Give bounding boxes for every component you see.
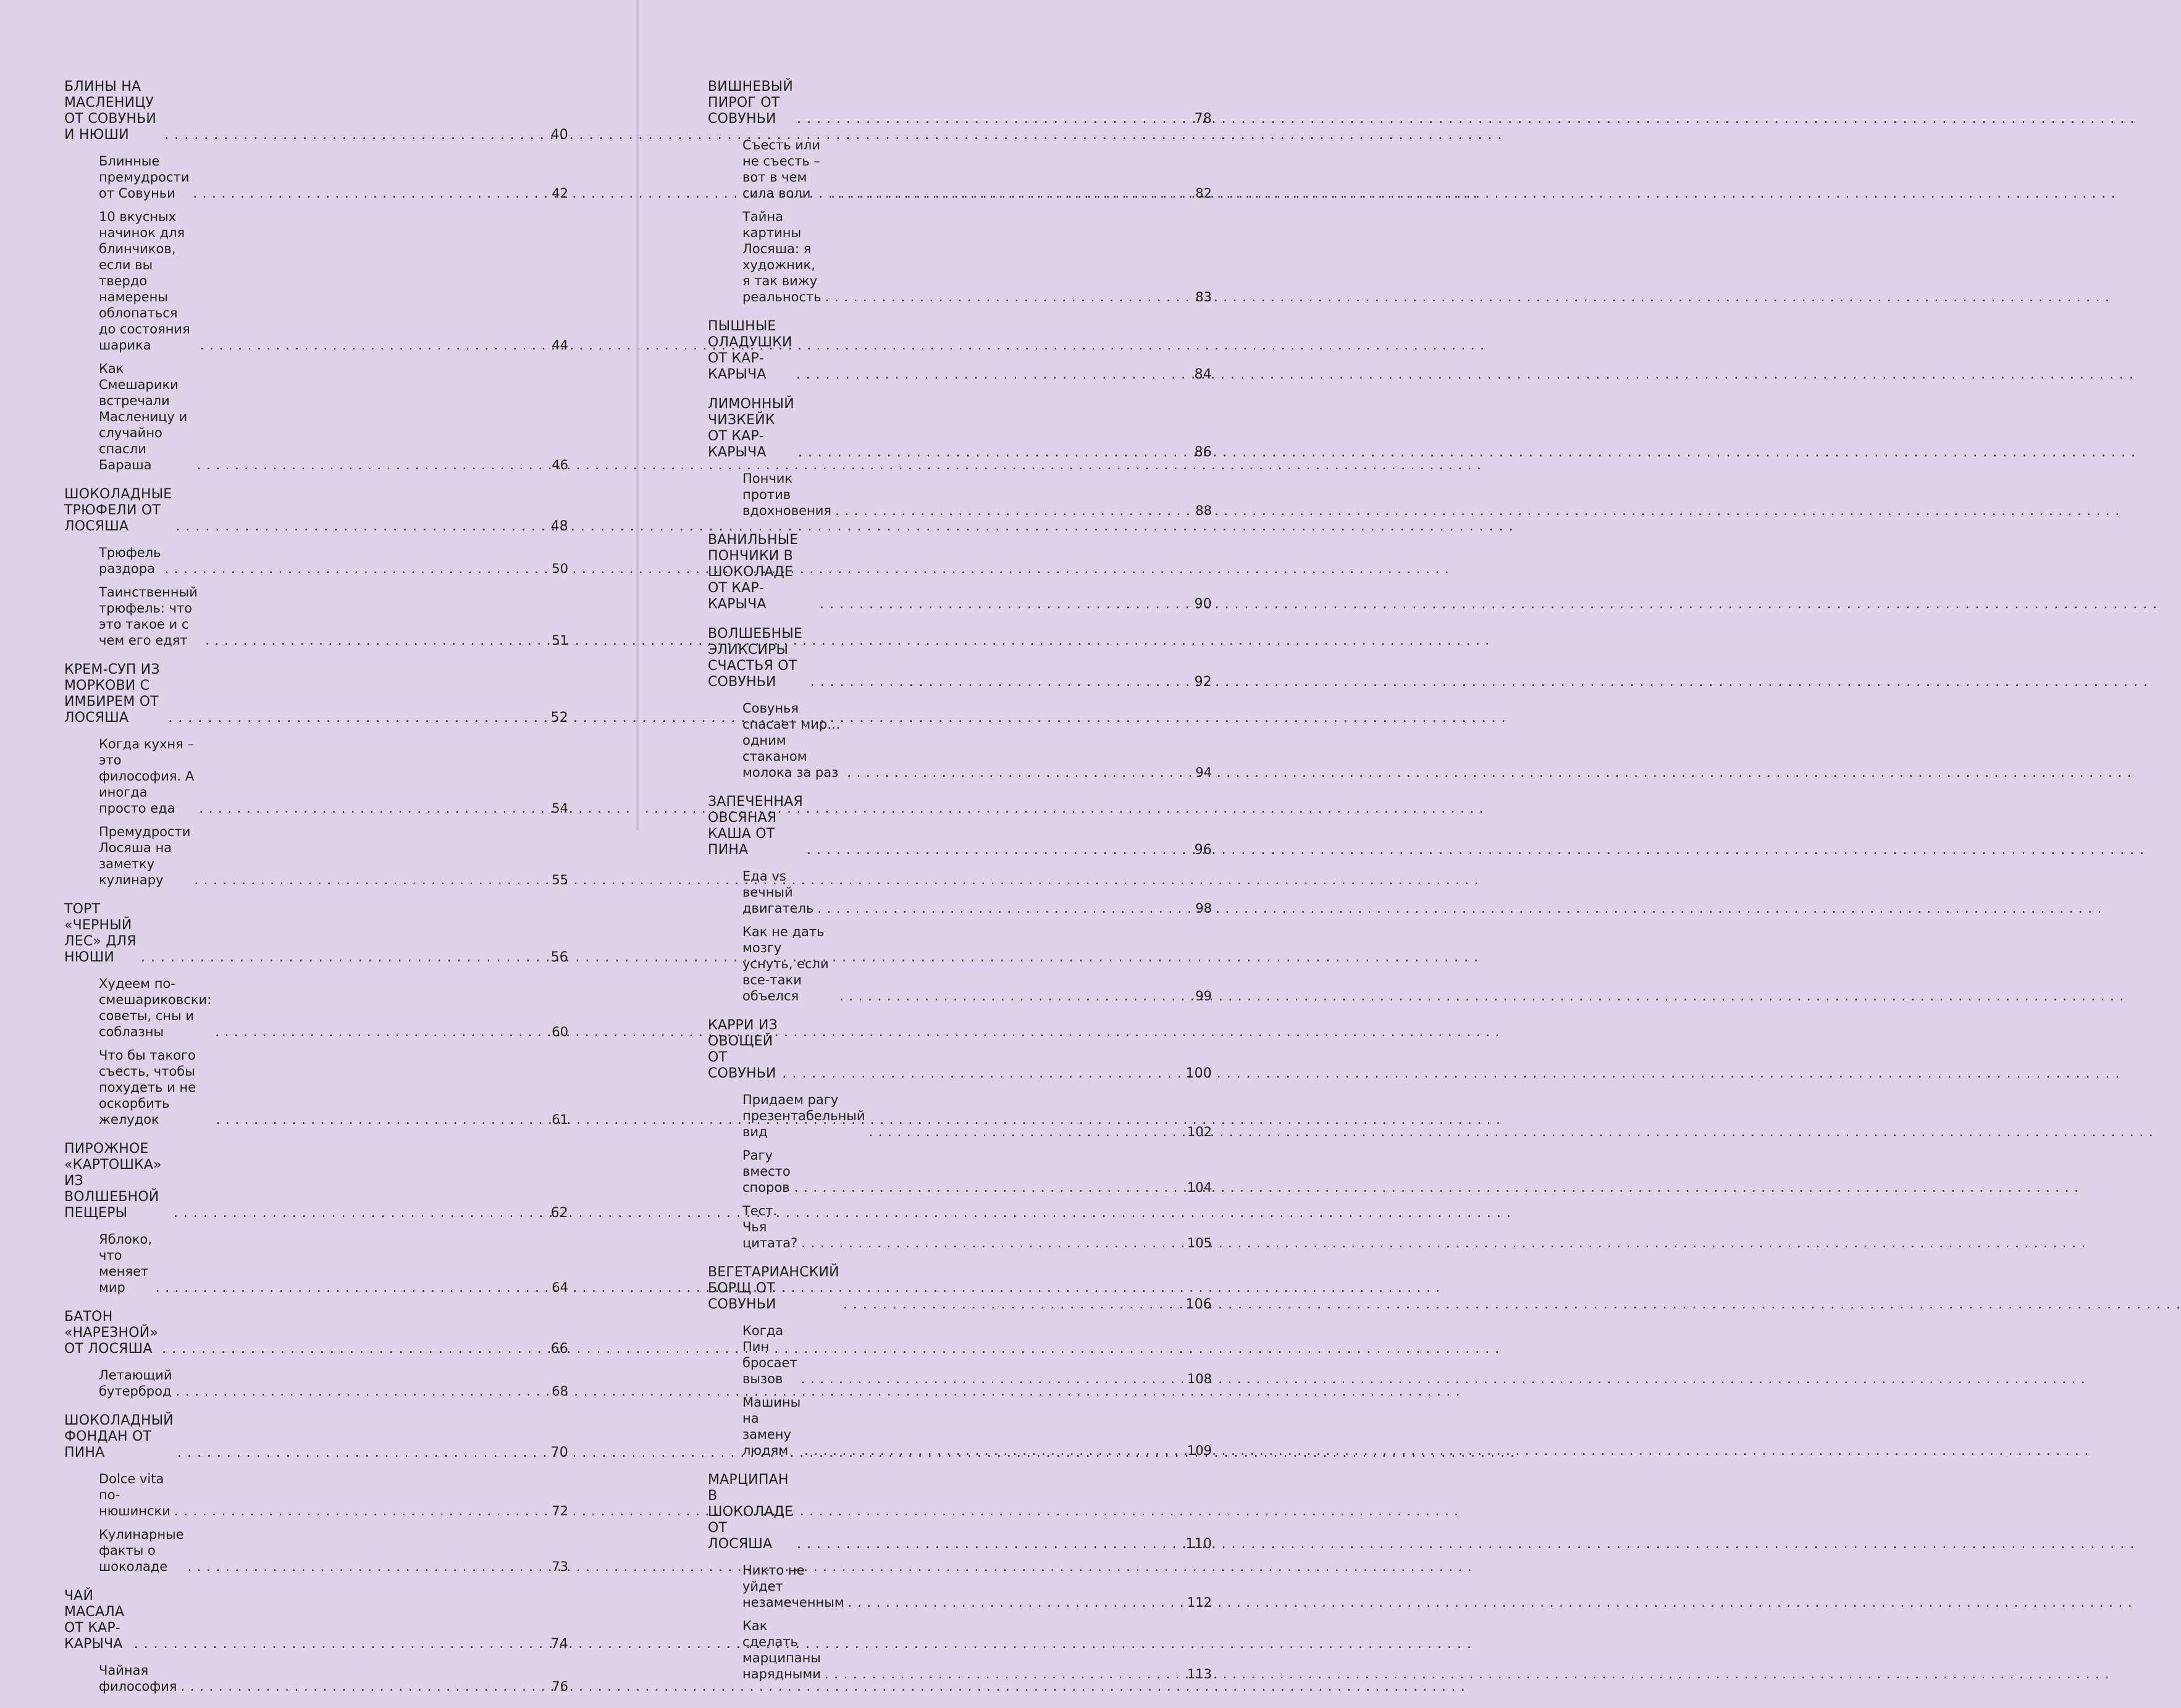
toc-section <box>64 902 568 1128</box>
toc-subentry <box>708 1323 1212 1387</box>
dot-leader <box>817 900 1193 916</box>
chapter-title: ВОЛШЕБНЫЕ ЭЛИКСИРЫ СЧАСТЬЯ ОТ СОВУНЬИ <box>708 626 803 690</box>
dot-leader <box>162 1341 548 1357</box>
page-number: 84 <box>1194 367 1212 382</box>
dot-leader <box>205 632 549 648</box>
right-page <box>639 0 1280 1681</box>
toc-subentry <box>708 1618 1212 1682</box>
toc-section <box>708 319 1212 383</box>
toc-subentry <box>64 976 568 1040</box>
toc-subentry <box>64 1526 568 1575</box>
subentry-title: Таинственный трюфель: что это такое и с чем его едят <box>99 585 198 648</box>
toc-chapter-entry <box>708 626 1212 690</box>
dot-leader <box>831 185 1193 201</box>
page-number: 92 <box>1194 674 1212 690</box>
toc-subentry <box>64 584 568 648</box>
dot-leader <box>797 1536 1183 1552</box>
page-number: 86 <box>1194 445 1212 460</box>
dot-leader <box>188 1559 550 1575</box>
toc-subentry <box>64 824 568 888</box>
toc-section <box>708 532 1212 613</box>
toc-chapter-entry <box>64 1309 568 1357</box>
subentry-title: Dolce vita по-нюшински <box>99 1471 170 1518</box>
toc-subentry <box>64 153 568 201</box>
dot-leader <box>174 1205 548 1221</box>
chapter-title: ЧАЙ МАСАЛА ОТ КАР-КАРЫЧА <box>64 1588 125 1652</box>
page-number: 106 <box>1185 1297 1212 1312</box>
dot-leader <box>835 503 1193 519</box>
page-number: 102 <box>1187 1124 1212 1139</box>
page-number: 104 <box>1187 1180 1212 1195</box>
page-number: 66 <box>550 1341 568 1357</box>
page-number: 100 <box>1185 1066 1212 1081</box>
toc-chapter-entry <box>708 794 1212 858</box>
page-number: 55 <box>552 873 568 887</box>
toc-chapter-entry <box>64 662 568 726</box>
subentry-title: Тест. Чья цитата? <box>742 1204 798 1250</box>
dot-leader <box>141 950 548 966</box>
dot-leader <box>168 710 548 726</box>
toc-chapter-entry <box>64 79 568 143</box>
page-number: 40 <box>550 127 568 143</box>
chapter-title: БАТОН «НАРЕЗНОЙ» ОТ ЛОСЯША <box>64 1309 159 1357</box>
subentry-title: Блинные премудрости от Совуньи <box>99 154 190 201</box>
page-number: 108 <box>1187 1371 1212 1386</box>
subentry-title: Когда Пин бросает вызов <box>742 1323 797 1386</box>
page-number: 73 <box>552 1559 568 1574</box>
toc-chapter-entry <box>708 1018 1212 1082</box>
subentry-title: 10 вкусных начинок для блинчиков, если вы твердо намерены облопаться до состояния шарика <box>99 209 190 353</box>
toc-subentry <box>708 924 1212 1004</box>
chapter-title: ТОРТ «ЧЕРНЫЙ ЛЕС» ДЛЯ НЮШИ <box>64 902 137 965</box>
toc-chapter-entry <box>64 1413 568 1461</box>
toc-chapter-entry <box>708 396 1212 461</box>
page-number: 50 <box>552 561 568 576</box>
page-number: 78 <box>1194 111 1212 127</box>
dot-leader <box>176 1383 550 1399</box>
toc-section <box>708 396 1212 519</box>
subentry-title: Что бы такого съесть, чтобы похудеть и не оскорбить желудок <box>99 1048 196 1127</box>
page-number: 46 <box>552 458 568 472</box>
toc-subentry <box>64 1662 568 1694</box>
subentry-title: Премудрости Лосяша на заметку кулинару <box>99 824 191 887</box>
toc-chapter-entry <box>708 1472 1212 1552</box>
toc-subentry <box>64 1367 568 1399</box>
dot-leader <box>156 1279 549 1296</box>
chapter-title: ВЕГЕТАРИАНСКИЙ БОРЩ ОТ СОВУНЬИ <box>708 1265 839 1312</box>
page-number: 90 <box>1194 597 1212 612</box>
page-number: 56 <box>550 950 568 965</box>
toc-chapter-entry <box>64 1588 568 1652</box>
subentry-title: Еда vs вечный двигатель <box>742 869 814 916</box>
dot-leader <box>798 445 1192 461</box>
subentry-title: Кулинарные факты о шоколаде <box>99 1527 184 1574</box>
subentry-title: Тайна картины Лосяша: я художник, я так вижу реальность <box>742 209 822 304</box>
toc-section <box>708 794 1212 1004</box>
subentry-title: Как Смешарики встречали Масленицу и случайно спасли Бараша <box>99 361 188 472</box>
chapter-title: ШОКОЛАДНЫЕ ТРЮФЕЛИ ОТ ЛОСЯША <box>64 487 172 534</box>
subentry-title: Когда кухня – это философия. А иногда просто еда <box>99 737 195 816</box>
dot-leader <box>215 1024 549 1040</box>
chapter-title: КРЕМ-СУП ИЗ МОРКОВИ С ИМБИРЕМ ОТ ЛОСЯША <box>64 662 160 726</box>
chapter-title: КАРРИ ИЗ ОВОЩЕЙ ОТ СОВУНЬИ <box>708 1018 778 1081</box>
page-number: 51 <box>552 633 568 648</box>
dot-leader <box>782 1066 1183 1082</box>
toc-subentry <box>708 1562 1212 1610</box>
dot-leader <box>804 1442 1185 1459</box>
page-number: 68 <box>552 1384 568 1399</box>
toc-section <box>708 1265 1212 1459</box>
chapter-title: ПИРОЖНОЕ «КАРТОШКА» ИЗ ВОЛШЕБНОЙ ПЕЩЕРЫ <box>64 1141 162 1221</box>
toc-left <box>64 79 568 1708</box>
dot-leader <box>200 337 549 353</box>
chapter-title: ЗАПЕЧЕННАЯ ОВСЯНАЯ КАША ОТ ПИНА <box>708 794 804 858</box>
subentry-title: Рагу вместо споров <box>742 1148 791 1195</box>
subentry-title: Никто не уйдет незамеченным <box>742 1563 844 1610</box>
subentry-title: Как сделать марципаны нарядными <box>742 1618 821 1681</box>
dot-leader <box>843 1297 1183 1313</box>
page-number: 76 <box>552 1679 568 1694</box>
subentry-title: Яблоко, что меняет мир <box>99 1232 153 1295</box>
chapter-title: БЛИНЫ НА МАСЛЕНИЦУ ОТ СОВУНЬИ И НЮШИ <box>64 79 157 143</box>
toc-section <box>64 487 568 648</box>
dot-leader <box>216 1111 549 1128</box>
dot-leader <box>839 988 1193 1004</box>
subentry-title: Как не дать мозгу уснуть, если все-таки объелся <box>742 924 829 1003</box>
chapter-title: ВАНИЛЬНЫЕ ПОНЧИКИ В ШОКОЛАДЕ ОТ КАР-КАРЫЧА <box>708 532 799 612</box>
page-number: 54 <box>552 801 568 816</box>
page-number: 64 <box>552 1280 568 1295</box>
toc-subentry <box>708 1394 1212 1459</box>
toc-section <box>64 79 568 473</box>
page-number: 82 <box>1195 186 1212 201</box>
page-number: 44 <box>552 338 568 353</box>
dot-leader <box>801 1371 1185 1387</box>
toc-subentry <box>708 471 1212 519</box>
toc-subentry <box>708 1147 1212 1195</box>
page-number: 96 <box>1194 842 1212 858</box>
subentry-title: Чайная философия <box>99 1663 177 1694</box>
toc-section <box>64 1588 568 1694</box>
toc-chapter-entry <box>708 79 1212 127</box>
dot-leader <box>194 872 549 888</box>
subentry-title: Трюфель раздора <box>99 545 161 576</box>
page-number: 48 <box>550 519 568 534</box>
dot-leader <box>807 842 1192 858</box>
page-number: 74 <box>550 1636 568 1652</box>
dot-leader <box>825 289 1193 305</box>
left-page <box>0 0 636 1694</box>
dot-leader <box>164 127 548 143</box>
chapter-title: МАРЦИПАН В ШОКОЛАДЕ ОТ ЛОСЯША <box>708 1472 794 1552</box>
toc-subentry <box>708 209 1212 305</box>
dot-leader <box>175 519 548 535</box>
toc-subentry <box>708 1203 1212 1251</box>
page-number: 105 <box>1187 1236 1212 1250</box>
toc-chapter-entry <box>64 902 568 966</box>
toc-subentry <box>708 700 1212 781</box>
subentry-title: Пончик против вдохновения <box>742 471 832 518</box>
page-number: 109 <box>1187 1443 1212 1458</box>
toc-subentry <box>64 545 568 577</box>
page-number: 62 <box>550 1205 568 1221</box>
page-number: 94 <box>1195 765 1212 780</box>
subentry-title: Придаем рагу презентабельный вид <box>742 1092 865 1139</box>
dot-leader <box>134 1636 548 1652</box>
dot-leader <box>177 1445 548 1461</box>
toc-section <box>708 79 1212 305</box>
toc-section <box>64 1141 568 1296</box>
toc-section <box>64 1413 568 1575</box>
chapter-title: ЛИМОННЫЙ ЧИЗКЕЙК ОТ КАР-КАРЫЧА <box>708 396 794 460</box>
page-number: 112 <box>1187 1595 1212 1610</box>
dot-leader <box>869 1124 1185 1140</box>
toc-chapter-entry <box>708 1265 1212 1313</box>
dot-leader <box>825 1666 1185 1682</box>
toc-subentry <box>708 868 1212 916</box>
toc-chapter-entry <box>708 532 1212 613</box>
toc-subentry <box>64 736 568 816</box>
dot-leader <box>199 800 549 816</box>
toc-subentry <box>64 1471 568 1519</box>
toc-chapter-entry <box>708 319 1212 383</box>
page-number: 60 <box>552 1024 568 1039</box>
dot-leader <box>174 1503 549 1519</box>
dot-leader <box>801 1235 1185 1251</box>
page-number: 88 <box>1195 503 1212 518</box>
dot-leader <box>810 674 1192 690</box>
toc-section <box>708 626 1212 781</box>
page-number: 61 <box>552 1112 568 1127</box>
page-number: 99 <box>1195 989 1212 1003</box>
toc-subentry <box>64 209 568 353</box>
toc-chapter-entry <box>64 1141 568 1221</box>
subentry-title: Летающий бутерброд <box>99 1368 172 1399</box>
toc-chapter-entry <box>64 487 568 535</box>
toc-subentry <box>64 1231 568 1296</box>
dot-leader <box>197 457 550 473</box>
page-number: 72 <box>552 1504 568 1518</box>
page-number: 110 <box>1185 1536 1212 1552</box>
page-number: 52 <box>550 710 568 726</box>
dot-leader <box>193 185 549 201</box>
dot-leader <box>794 1179 1185 1195</box>
dot-leader <box>797 111 1192 127</box>
dot-leader <box>820 597 1191 613</box>
toc-section <box>708 1472 1212 1682</box>
toc-subentry <box>708 137 1212 201</box>
toc-right <box>708 79 1212 1696</box>
dot-leader <box>181 1678 550 1694</box>
toc-subentry <box>64 361 568 473</box>
chapter-title: ВИШНЕВЫЙ ПИРОГ ОТ СОВУНЬИ <box>708 79 794 127</box>
page-number: 98 <box>1195 901 1212 916</box>
subentry-title: Съесть или не съесть – вот в чем сила воли <box>742 138 820 201</box>
dot-leader <box>847 764 1193 781</box>
dot-leader <box>165 561 550 577</box>
chapter-title: ШОКОЛАДНЫЙ ФОНДАН ОТ ПИНА <box>64 1413 174 1460</box>
toc-section <box>64 1309 568 1399</box>
toc-section <box>708 1018 1212 1251</box>
subentry-title: Совунья спасает мир… одним стаканом молока за раз <box>742 701 841 780</box>
toc-subentry <box>64 1047 568 1128</box>
chapter-title: ПЫШНЫЕ ОЛАДУШКИ ОТ КАР-КАРЫЧА <box>708 319 792 382</box>
page-number: 83 <box>1195 290 1212 304</box>
toc-subentry <box>708 1092 1212 1140</box>
page-number: 42 <box>552 186 568 201</box>
subentry-title: Машины на замену людям <box>742 1395 801 1458</box>
page-number: 70 <box>550 1445 568 1460</box>
subentry-title: Худеем по-смешариковски: советы, сны и соблазны <box>99 976 212 1039</box>
dot-leader <box>796 367 1192 383</box>
page-number: 113 <box>1187 1667 1212 1681</box>
dot-leader <box>848 1594 1185 1610</box>
toc-section <box>64 662 568 888</box>
